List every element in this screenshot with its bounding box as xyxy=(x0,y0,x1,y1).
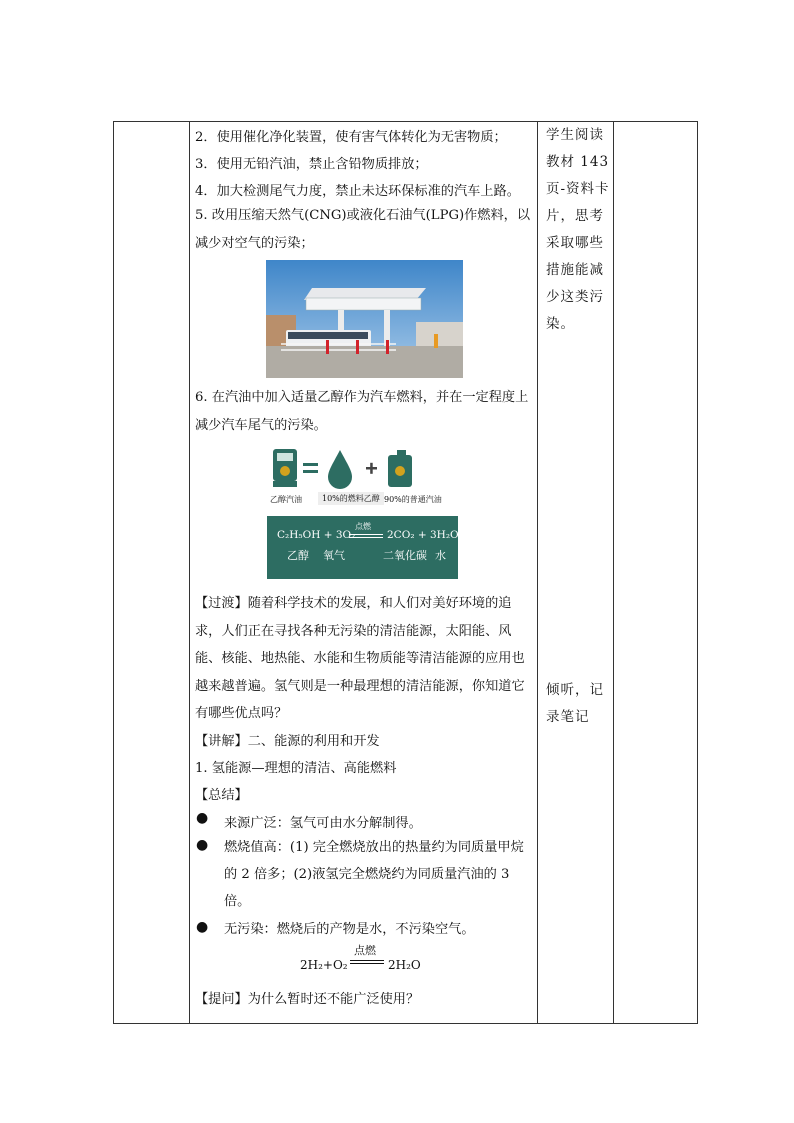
eq-name: 水 xyxy=(435,549,446,562)
measure-5: 5. 改用压缩天然气(CNG)或液化石油气(LPG)作燃料，以减少对空气的污染； xyxy=(195,208,531,251)
formula-left: 2H₂+O₂ xyxy=(300,958,348,972)
eq-name: 乙醇 xyxy=(287,549,309,562)
formula-condition: 点燃 xyxy=(354,944,376,957)
measure-6: 6. 在汽油中加入适量乙醇作为汽车燃料，并在一定程度上减少汽车尾气的污染。 xyxy=(195,390,529,433)
eq-name: 氧气 xyxy=(323,549,345,562)
column-divider xyxy=(613,122,614,1023)
bullet-heat-value: 燃烧值高：(1) 完全燃烧放出的热量约为同质量甲烷的 2 倍多；(2)液氢完全燃烧约为同质量汽油的 3 倍。 xyxy=(224,840,524,909)
gas-station-photo xyxy=(266,260,463,378)
eq-left: C₂H₅OH + 3O₂ xyxy=(277,529,356,541)
hydrogen-formula xyxy=(300,942,430,976)
bullet-source: 来源广泛：氢气可由水分解制得。 xyxy=(224,816,422,831)
lecture-heading: 【讲解】二、能源的利用和开发 xyxy=(195,734,380,749)
bullet-no-pollution: 无污染：燃烧后的产物是水，不污染空气。 xyxy=(224,922,475,937)
summary-heading: 【总结】 xyxy=(195,788,248,803)
measure-2: 2．使用催化净化装置，使有害气体转化为无害物质； xyxy=(195,130,507,145)
ethanol-drop-icon xyxy=(328,450,352,489)
bullet-dot: ● xyxy=(196,810,209,826)
fuel-label-mid: 10%的燃料乙醇 xyxy=(318,492,384,505)
ethanol-combustion-equation xyxy=(267,516,458,579)
measure-4: 4．加大检测尾气力度，禁止未达环保标准的汽车上路。 xyxy=(195,184,520,199)
measure-3: 3．使用无铅汽油，禁止含铅物质排放； xyxy=(195,157,428,172)
fuel-label-right: 90%的普通汽油 xyxy=(384,495,442,504)
hydrogen-heading: 1. 氢能源—理想的清洁、高能燃料 xyxy=(195,761,397,776)
student-activity-reading: 学生阅读教材 143 页-资料卡片，思考采取哪些措施能减少这类污染。 xyxy=(546,127,610,332)
eq-name: 二氧化碳 xyxy=(383,549,427,562)
eq-right: 2CO₂ + 3H₂O xyxy=(387,529,459,541)
column-divider xyxy=(537,122,538,1023)
transition-paragraph: 【过渡】随着科学技术的发展，和人们对美好环境的追求，人们正在寻找各种无污染的清洁能源，太阳能、风能、核能、地热能、水能和生物质能等清洁能源的应用也越来越普遍。氢气则是一种最理想的清洁能源，你知道它有哪些优点吗？ xyxy=(195,596,525,721)
bullet-dot: ● xyxy=(196,919,209,935)
fuel-label-left: 乙醇汽油 xyxy=(270,495,302,504)
eq-condition: 点燃 xyxy=(355,522,371,531)
formula-right: 2H₂O xyxy=(388,958,421,972)
question-line: 【提问】为什么暂时还不能广泛使用？ xyxy=(195,992,420,1007)
lesson-table xyxy=(113,121,698,1024)
student-activity-listening: 倾听，记录笔记 xyxy=(546,682,604,725)
bullet-dot: ● xyxy=(196,837,209,853)
column-divider xyxy=(189,122,190,1023)
